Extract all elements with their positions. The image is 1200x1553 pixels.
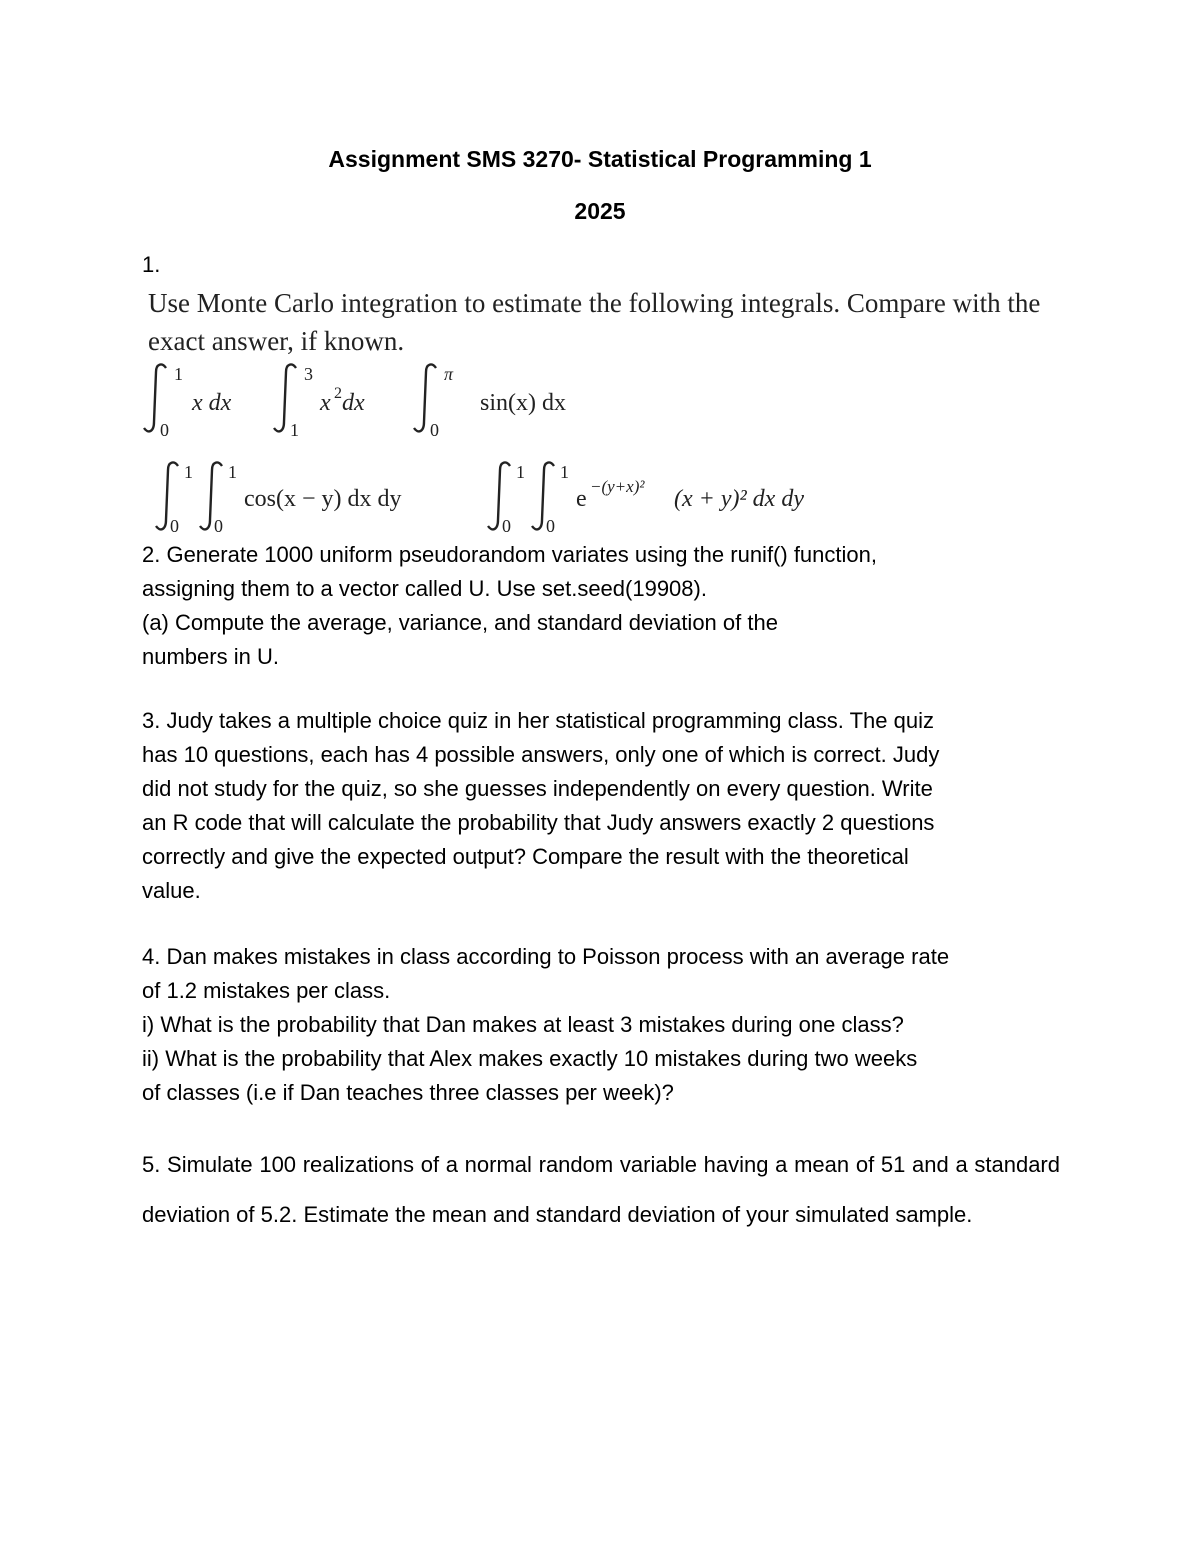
integral-4-lower-outer: 0 [170, 516, 179, 535]
question-4-line: of 1.2 mistakes per class. [142, 978, 391, 1003]
integral-4-upper-outer: 1 [184, 462, 193, 482]
integral-5-exponent: −(y+x)² [590, 477, 645, 496]
question-2-line: assigning them to a vector called U. Use set.seed(19908). [142, 576, 707, 601]
integral-1-lower: 0 [160, 420, 169, 440]
integral-5-tail: (x + y)² dx dy [674, 486, 804, 512]
question-2-line: (a) Compute the average, variance, and standard deviation of the [142, 610, 778, 635]
question-3-line: has 10 questions, each has 4 possible answers, only one of which is correct. Judy [142, 742, 940, 767]
integral-1-integrand: x dx [192, 390, 232, 416]
integral-1 [144, 364, 232, 440]
question-2 [142, 538, 1062, 674]
integral-expressions [140, 360, 900, 535]
question-4-line: i) What is the probability that Dan makes at least 3 mistakes during one class? [142, 1012, 904, 1037]
integral-4-lower-inner: 0 [214, 516, 223, 535]
integral-1-upper: 1 [174, 364, 183, 384]
integral-2-base: x [320, 390, 331, 416]
question-5: 5. Simulate 100 realizations of a normal random variable having a mean of 51 and a standard deviation of 5.2. Estimate the mean and standard deviation of your simulated sample. [142, 1152, 1060, 1227]
question-4-line: ii) What is the probability that Alex makes exactly 10 mistakes during two weeks [142, 1046, 918, 1071]
integral-4 [156, 462, 402, 535]
integral-3-upper: π [444, 364, 454, 384]
question-3-line: correctly and give the expected output? Compare the result with the theoretical [142, 844, 909, 869]
integral-2 [274, 364, 365, 440]
document-year: 2025 [574, 198, 626, 224]
integral-4-integrand: cos(x − y) dx dy [244, 486, 402, 512]
question-4 [142, 940, 1062, 1110]
question-3-line: 3. Judy takes a multiple choice quiz in her statistical programming class. The quiz [142, 708, 934, 733]
integral-5-upper-outer: 1 [516, 462, 525, 482]
question-4-line: of classes (i.e if Dan teaches three classes per week)? [142, 1080, 674, 1105]
integral-5 [488, 462, 804, 535]
question-1-text: Use Monte Carlo integration to estimate the following integrals. Compare with the exact answer, if known. [148, 288, 1041, 356]
question-3-line: an R code that will calculate the probability that Judy answers exactly 2 questions [142, 810, 935, 835]
integral-5-lower-inner: 0 [546, 516, 555, 535]
question-2-line: 2. Generate 1000 uniform pseudorandom variates using the runif() function, [142, 542, 877, 567]
question-2-line: numbers in U. [142, 644, 279, 669]
question-3 [142, 704, 1062, 908]
integral-2-lower: 1 [290, 420, 299, 440]
integral-5-upper-inner: 1 [560, 462, 569, 482]
question-3-line: value. [142, 878, 201, 903]
integral-3-integrand: sin(x) dx [480, 390, 566, 416]
question-4-line: 4. Dan makes mistakes in class according to Poisson process with an average rate [142, 944, 950, 969]
integral-3-lower: 0 [430, 420, 439, 440]
question-1-number: 1. [142, 252, 161, 277]
integral-3 [414, 364, 566, 440]
integral-2-upper: 3 [304, 364, 313, 384]
integral-2-exponent: 2 [334, 385, 342, 402]
integral-5-lower-outer: 0 [502, 516, 511, 535]
document-title: Assignment SMS 3270- Statistical Programming 1 [328, 146, 872, 172]
integral-2-tail: dx [342, 390, 365, 416]
integral-4-upper-inner: 1 [228, 462, 237, 482]
integral-5-base: e [576, 486, 587, 512]
question-3-line: did not study for the quiz, so she guesses independently on every question. Write [142, 776, 933, 801]
